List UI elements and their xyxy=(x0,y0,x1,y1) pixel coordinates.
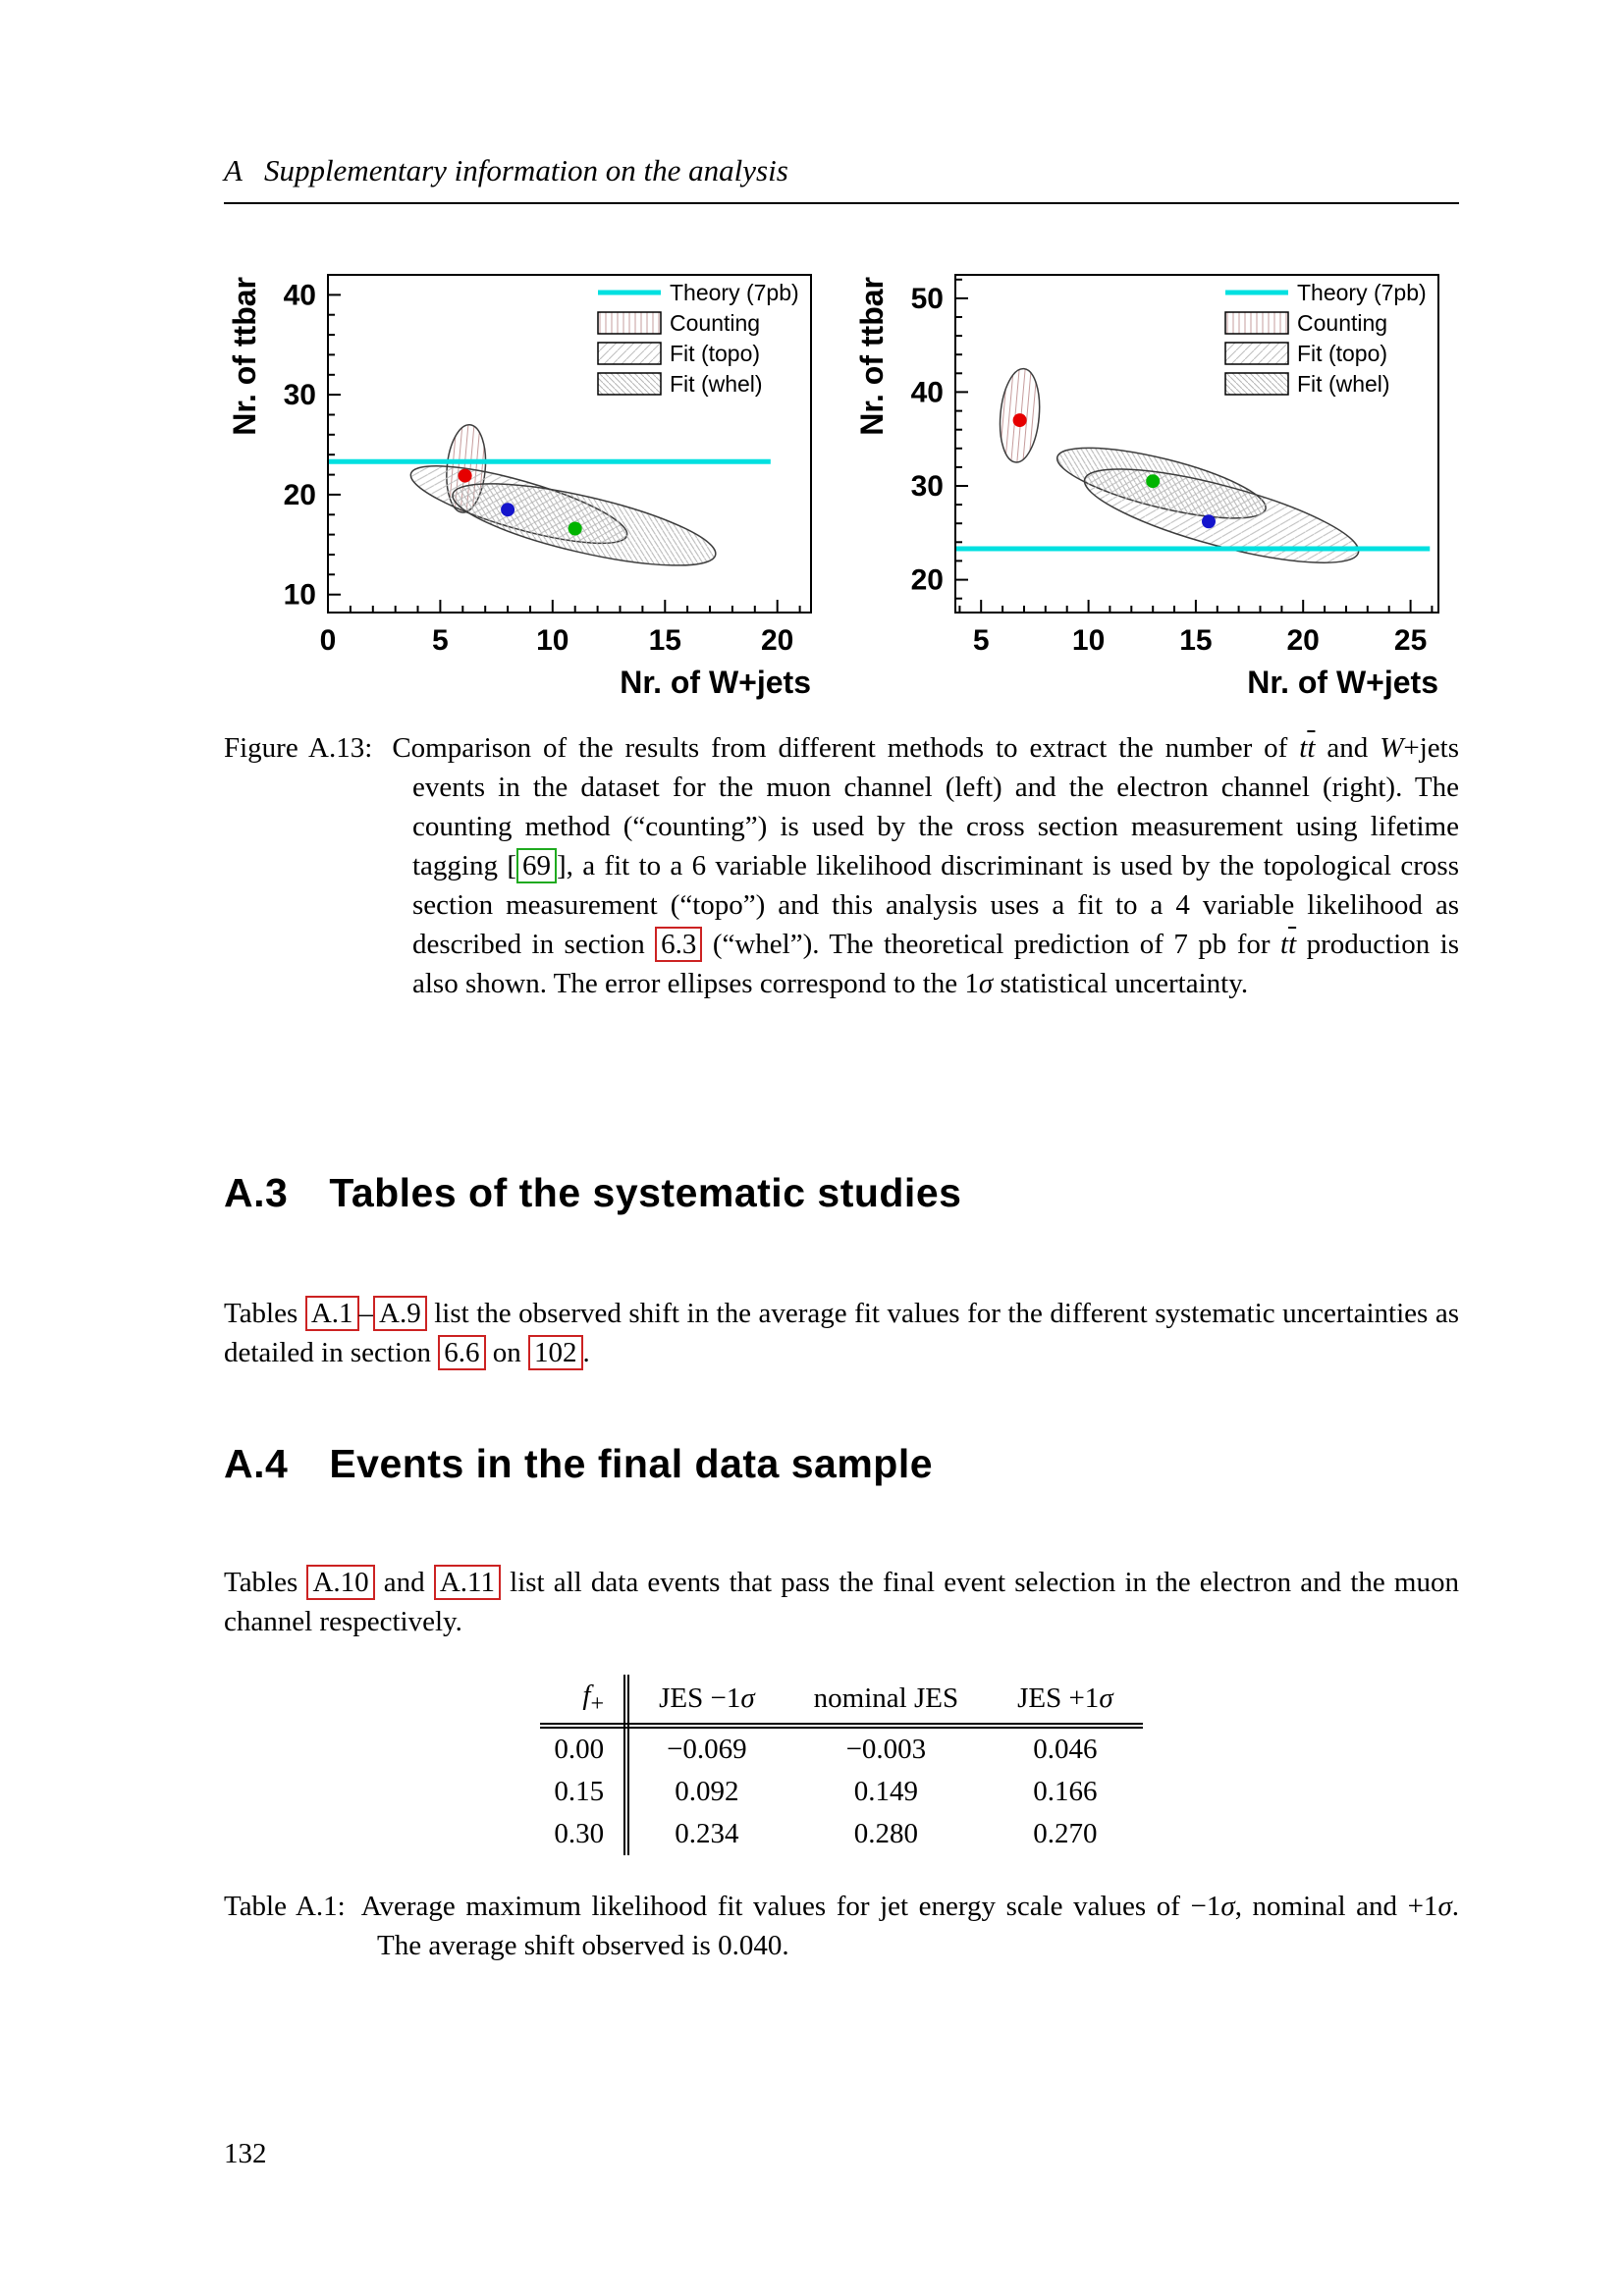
svg-text:10: 10 xyxy=(536,624,569,657)
table-cell-value: 0.270 xyxy=(1033,1817,1098,1849)
data-point xyxy=(1146,474,1160,488)
section-a4-paragraph: Tables A.10 and A.11 list all data events that pass the final event selection in the electron and the muon channel respectively. xyxy=(224,1567,1459,1637)
svg-text:10: 10 xyxy=(283,578,316,612)
svg-text:0: 0 xyxy=(319,624,337,657)
math-italic: σ xyxy=(1437,1891,1452,1922)
y-axis-label: Nr. of ttbar xyxy=(854,277,890,436)
x-axis-label: Nr. of W+jets xyxy=(620,665,811,700)
ref-link[interactable]: A.1 xyxy=(305,1296,359,1331)
math-italic: σ xyxy=(1220,1891,1235,1922)
svg-text:20: 20 xyxy=(283,478,316,511)
muon-channel-plot xyxy=(220,253,824,715)
jes-table xyxy=(540,1675,1142,1855)
table-caption xyxy=(224,1887,1459,1965)
svg-text:40: 40 xyxy=(910,376,944,409)
table-column-header: JES +1σ xyxy=(988,1675,1143,1726)
data-point xyxy=(1013,413,1027,427)
chapter-letter: A xyxy=(224,153,243,187)
svg-text:Fit (whel): Fit (whel) xyxy=(1297,371,1390,397)
legend xyxy=(595,277,809,399)
section-title: Events in the final data sample xyxy=(329,1441,934,1486)
table-cell-fplus: 0.30 xyxy=(540,1813,626,1855)
svg-text:30: 30 xyxy=(283,379,316,412)
math-italic: σ xyxy=(740,1682,755,1714)
table-cell-value: 0.166 xyxy=(1033,1775,1098,1807)
table-cell-value: 0.280 xyxy=(853,1817,918,1849)
table-cell-value: −0.003 xyxy=(845,1733,927,1765)
math-italic: t xyxy=(1299,732,1308,764)
table-row xyxy=(540,1813,1142,1855)
section-heading-a4 xyxy=(224,1441,933,1487)
table-cell-value: 0.092 xyxy=(675,1775,739,1807)
table-row xyxy=(540,1771,1142,1813)
math-italic-bar: $\overline{t}$ xyxy=(1288,929,1297,960)
table-cell-value: 0.149 xyxy=(853,1775,918,1807)
plot-data-layer xyxy=(328,423,771,582)
section-title: Tables of the systematic studies xyxy=(329,1170,962,1215)
svg-text:15: 15 xyxy=(1179,624,1213,657)
svg-text:40: 40 xyxy=(283,279,316,312)
figure-caption xyxy=(224,728,1459,1003)
ref-link[interactable]: 6.6 xyxy=(438,1335,485,1370)
table-row xyxy=(540,1726,1142,1771)
chapter-title: Supplementary information on the analysis xyxy=(263,153,788,187)
section-number: A.4 xyxy=(224,1441,289,1486)
electron-channel-plot xyxy=(847,253,1451,715)
x-axis-label: Nr. of W+jets xyxy=(1247,665,1438,700)
muon-plot-svg xyxy=(220,253,824,715)
citation-link[interactable]: 69 xyxy=(516,848,557,883)
table-cell-value: 0.234 xyxy=(675,1817,739,1849)
table-header-row xyxy=(540,1675,1142,1726)
svg-text:15: 15 xyxy=(648,624,681,657)
table-cell-value: 0.046 xyxy=(1033,1733,1098,1765)
svg-text:5: 5 xyxy=(972,624,990,657)
table-column-header: nominal JES xyxy=(785,1675,988,1726)
figure-caption-label: Figure A.13: xyxy=(224,732,373,764)
table-cell-fplus: 0.00 xyxy=(540,1726,626,1771)
section-heading-a3 xyxy=(224,1170,961,1216)
svg-text:50: 50 xyxy=(910,282,944,315)
data-point xyxy=(459,469,472,483)
math-italic: t xyxy=(1280,929,1289,960)
y-axis-label: Nr. of ttbar xyxy=(227,277,262,436)
table-caption-text: Average maximum likelihood fit values for jet energy scale values of −1σ, nominal and +1σ. The average shift observed is 0.040. xyxy=(360,1891,1459,1961)
legend xyxy=(1222,277,1436,399)
error-ellipse xyxy=(447,467,722,582)
svg-text:20: 20 xyxy=(1286,624,1320,657)
svg-text:20: 20 xyxy=(910,563,944,597)
running-header xyxy=(224,153,1459,204)
ref-link[interactable]: 102 xyxy=(528,1335,583,1370)
ref-link[interactable]: 6.3 xyxy=(655,927,702,962)
section-number: A.3 xyxy=(224,1170,289,1215)
ref-link[interactable]: A.9 xyxy=(373,1296,427,1331)
math-italic-bar: $\overline{t}$ xyxy=(1307,732,1316,764)
svg-text:20: 20 xyxy=(761,624,794,657)
page-number: 132 xyxy=(224,2138,267,2169)
svg-text:10: 10 xyxy=(1071,624,1106,657)
ref-link[interactable]: A.11 xyxy=(434,1565,501,1600)
svg-text:Theory (7pb): Theory (7pb) xyxy=(1297,280,1427,305)
table-caption-label: Table A.1: xyxy=(224,1891,346,1922)
error-ellipse xyxy=(1077,451,1367,582)
plot-data-layer xyxy=(955,367,1430,582)
table-cell-fplus: 0.15 xyxy=(540,1771,626,1813)
table-column-header: JES −1σ xyxy=(626,1675,785,1726)
table-corner-cell: $f_+$ xyxy=(540,1675,626,1726)
svg-text:30: 30 xyxy=(910,470,944,503)
math-italic: W xyxy=(1380,732,1404,764)
math-italic: σ xyxy=(1099,1682,1113,1714)
svg-text:Theory (7pb): Theory (7pb) xyxy=(670,280,799,305)
svg-text:Counting: Counting xyxy=(670,310,761,336)
svg-text:5: 5 xyxy=(432,624,449,657)
data-point xyxy=(501,503,514,516)
svg-text:Fit (whel): Fit (whel) xyxy=(670,371,763,397)
figure-a13 xyxy=(220,253,1463,715)
svg-text:Fit (topo): Fit (topo) xyxy=(1297,341,1388,366)
electron-plot-svg xyxy=(847,253,1451,715)
data-point xyxy=(568,522,582,536)
svg-text:Counting: Counting xyxy=(1297,310,1388,336)
svg-text:Fit (topo): Fit (topo) xyxy=(670,341,761,366)
section-a3-paragraph: Tables A.1 – A.9 list the observed shift in the average fit values for the different systematic uncertainties as detailed in section 6.6 on 102 . xyxy=(224,1298,1459,1368)
data-point xyxy=(1202,514,1216,528)
ref-link[interactable]: A.10 xyxy=(306,1565,374,1600)
svg-text:25: 25 xyxy=(1393,624,1428,657)
figure-caption-text: Comparison of the results from different methods to extract the number of $t\overline{t}$ and W+jets events in the dataset for the muon channel (left) and the electron channel (right). The counting method (“counting”) is used by the cross section measurement using lifetime tagging [ 69 ], a fit to a 6 variable likelihood discriminant is used by the topological cross section measurement (“topo”) and this analysis uses a fit to a 4 variable likelihood as described in section 6.3 (“whel”). The theoretical prediction of 7 pb for $t\overline{t}$ production is also shown. The error ellipses correspond to the 1σ statistical uncertainty. xyxy=(392,732,1460,999)
jes-table-wrapper xyxy=(224,1675,1459,1855)
math-italic: σ xyxy=(978,968,994,999)
table-cell-value: −0.069 xyxy=(667,1733,747,1765)
